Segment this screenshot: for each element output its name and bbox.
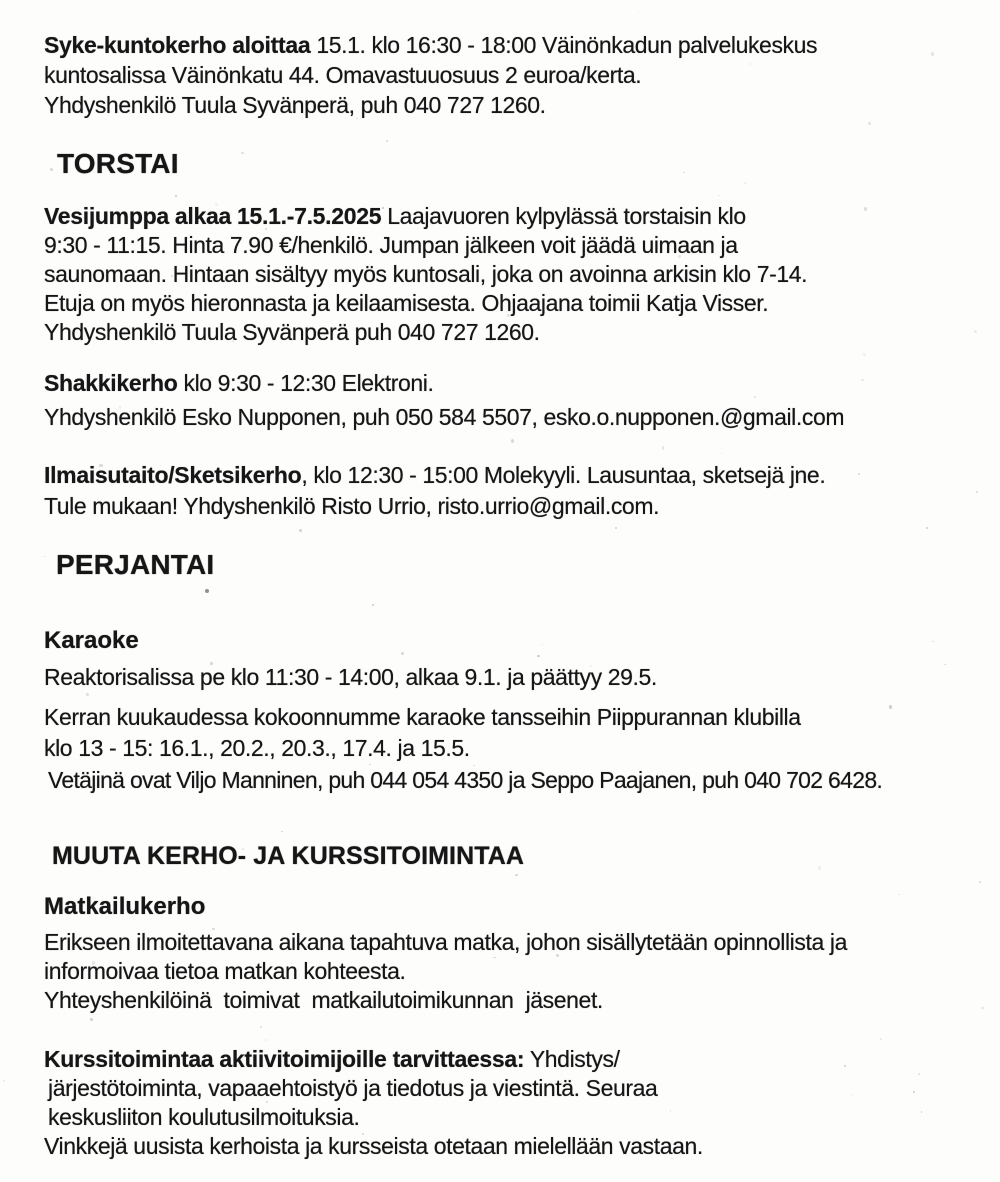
heading-perjantai: PERJANTAI — [56, 549, 215, 580]
text-line: Vetäjinä ovat Viljo Manninen, puh 044 054 4350 ja Seppo Paajanen, puh 040 702 6428. — [48, 767, 883, 793]
vesijumppa-title: Vesijumppa alkaa 15.1.-7.5.2025 — [44, 203, 382, 229]
text-line: Etuja on myös hieronnasta ja keilaamisesta. Ohjaajana toimii Katja Visser. — [44, 290, 769, 316]
text-line — [44, 366, 970, 400]
kurssitoiminta-title: Kurssitoimintaa aktiivitoimijoille tarvittaessa: — [44, 1046, 525, 1072]
text-line: keskusliiton koulutusilmoituksia. — [48, 1104, 360, 1130]
text-run: Laajavuoren kylpylässä torstaisin klo — [381, 203, 746, 229]
text-run: Yhdistys/ — [524, 1046, 620, 1072]
paragraph-ilmaisutaito — [44, 460, 970, 522]
text-line: saunomaan. Hintaan sisältyy myös kuntosali, joka on avoinna arkisin klo 7-14. — [44, 261, 808, 287]
text-line — [44, 30, 970, 60]
text-run: klo 9:30 - 12:30 Elektroni. — [177, 370, 434, 396]
ilmaisutaito-title: Ilmaisutaito/Sketsikerho — [44, 462, 302, 488]
heading-torstai: TORSTAI — [57, 148, 179, 179]
text-line: klo 13 - 15: 16.1., 20.2., 20.3., 17.4. ja 15.5. — [44, 735, 470, 761]
paragraph-karaoke-hosts — [48, 765, 970, 795]
shakkikerho-title: Shakkikerho — [44, 370, 178, 396]
text-line — [44, 1045, 970, 1074]
text-line: Yhdyshenkilö Tuula Syvänperä, puh 040 727 1260. — [44, 92, 546, 118]
text-line: Vinkkejä uusista kerhoista ja kursseista otetaan mielellään vastaan. — [44, 1133, 703, 1159]
text-line: Yhdyshenkilö Tuula Syvänperä puh 040 727 1260. — [44, 319, 540, 345]
text-line: järjestötoiminta, vapaaehtoistyö ja tiedotus ja viestintä. Seuraa — [48, 1075, 658, 1101]
text-line: informoivaa tietoa matkan kohteesta. — [44, 958, 406, 984]
paragraph-karaoke-monthly — [44, 702, 970, 764]
text-line: Yhdyshenkilö Esko Nupponen, puh 050 584 5507, esko.o.nupponen.@gmail.com — [44, 404, 845, 430]
text-run: , klo 12:30 - 15:00 Molekyyli. Lausuntaa, sketsejä jne. — [301, 462, 826, 488]
text-run: 15.1. klo 16:30 - 18:00 Väinönkadun palvelukeskus — [310, 32, 818, 58]
syke-kuntokerho-title: Syke-kuntokerho aloittaa — [44, 32, 311, 58]
paragraph-karaoke-schedule — [44, 662, 970, 692]
text-line: kuntosalissa Väinönkatu 44. Omavastuuosuus 2 euroa/kerta. — [44, 62, 642, 88]
text-line — [44, 460, 970, 491]
heading-muuta-kerho: MUUTA KERHO- JA KURSSITOIMINTAA — [52, 842, 525, 870]
paragraph-kurssitoiminta — [44, 1045, 970, 1161]
text-line: Tule mukaan! Yhdyshenkilö Risto Urrio, risto.urrio@gmail.com. — [44, 493, 660, 519]
text-line — [44, 202, 970, 231]
text-line: 9:30 - 11:15. Hinta 7.90 €/henkilö. Jumpan jälkeen voit jäädä uimaan ja — [44, 232, 738, 258]
text-line: Yhteyshenkilöinä toimivat matkailutoimikunnan jäsenet. — [44, 987, 603, 1013]
heading-karaoke: Karaoke — [44, 627, 139, 654]
paragraph-syke-kuntokerho — [44, 30, 970, 120]
text-line: Kerran kuukaudessa kokoonnumme karaoke tansseihin Piippurannan klubilla — [44, 704, 801, 730]
paragraph-matkailukerho — [44, 928, 970, 1015]
text-line: Erikseen ilmoitettavana aikana tapahtuva matka, johon sisällytetään opinnollista ja — [44, 929, 847, 955]
heading-matkailukerho: Matkailukerho — [44, 893, 206, 920]
paragraph-vesijumppa — [44, 202, 970, 347]
text-line: Reaktorisalissa pe klo 11:30 - 14:00, alkaa 9.1. ja päättyy 29.5. — [44, 664, 657, 690]
paragraph-shakkikerho — [44, 366, 970, 434]
